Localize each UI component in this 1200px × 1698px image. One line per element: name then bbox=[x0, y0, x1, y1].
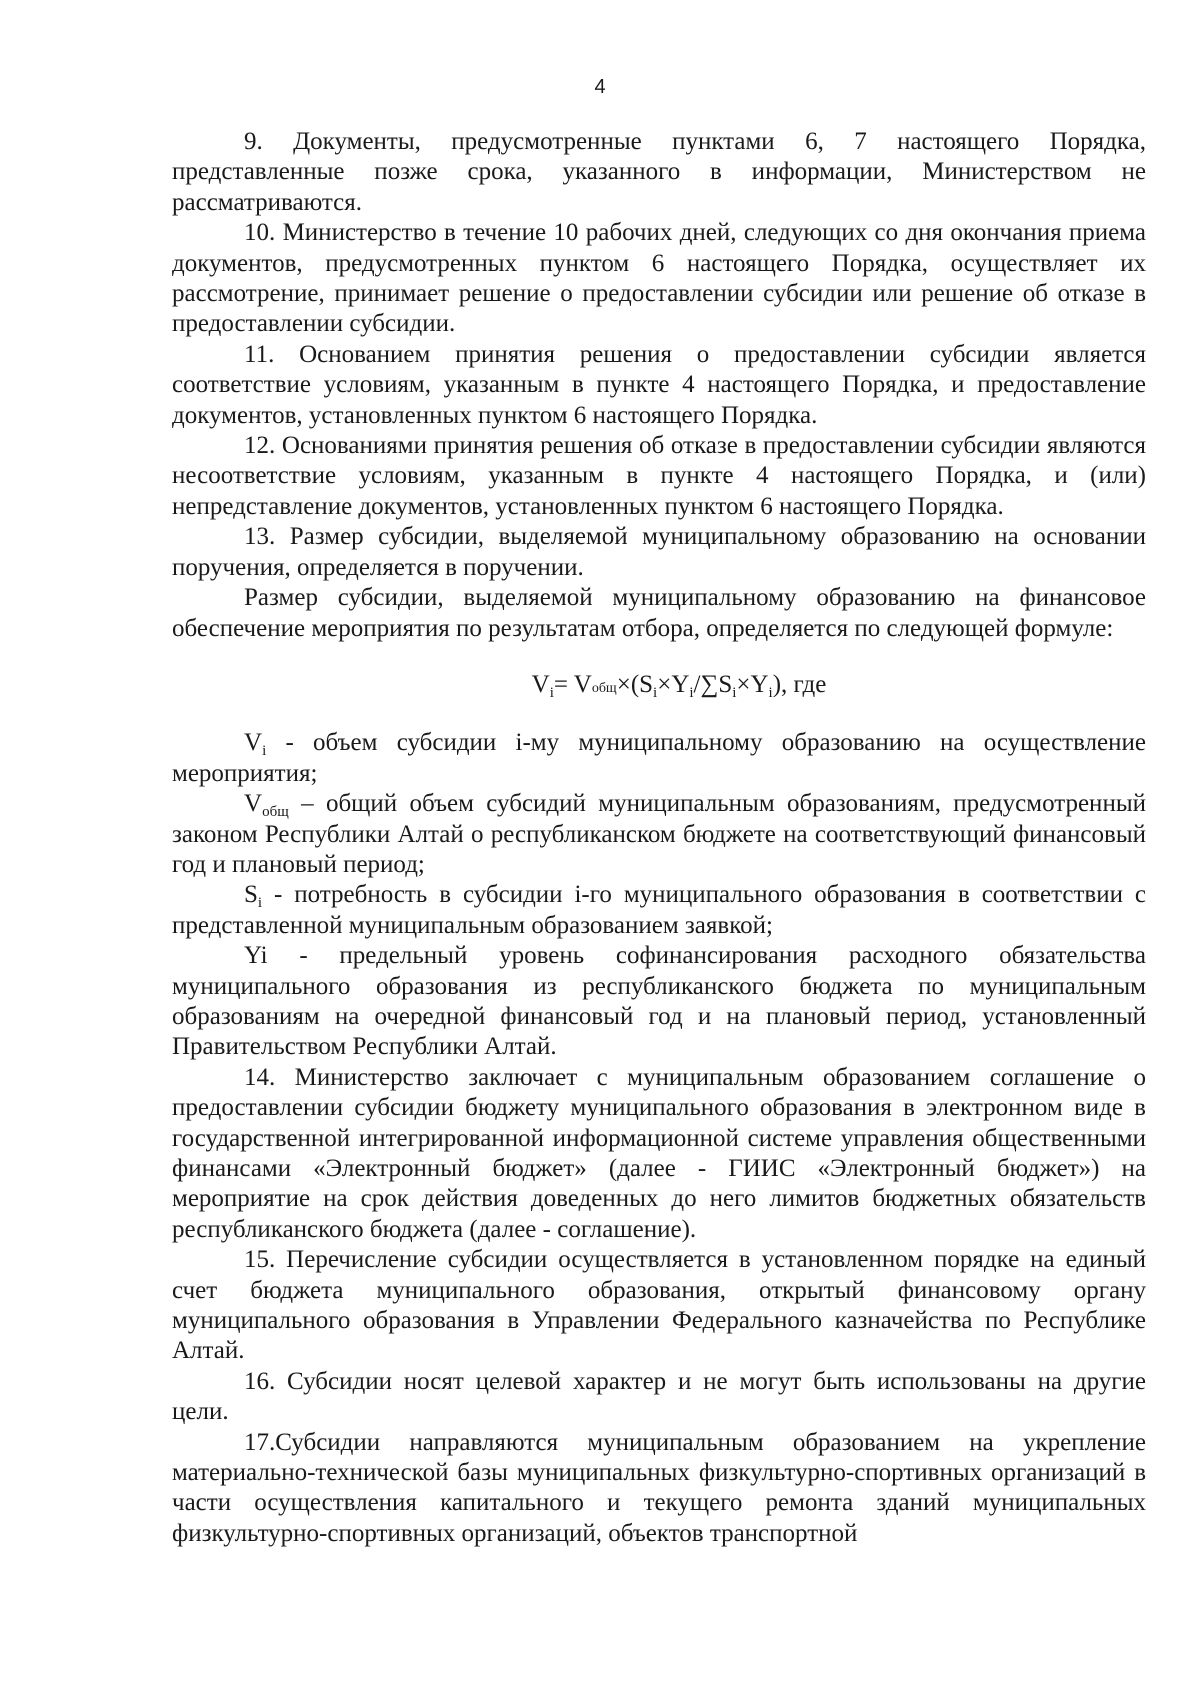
paragraph-16: 16. Субсидии носят целевой характер и не могут быть использованы на другие цели. bbox=[172, 1367, 1146, 1426]
paragraph-12: 12. Основаниями принятия решения об отказе в предоставлении субсидии являются несоответствие условиям, указанным в пункте 4 настоящего Порядка, и (или) непредставление документов, установленных пунктом 6 настоящего Порядка. bbox=[172, 432, 1146, 520]
paragraph-10: 10. Министерство в течение 10 рабочих дней, следующих со дня окончания приема документов, предусмотренных пунктом 6 настоящего Порядка, осуществляет их рассмотрение, принимает решение о предоставлении субсидии или решение об отказе в предоставлении субсидии. bbox=[172, 219, 1146, 338]
definition-si: $S_i$ - потребность в субсидии i-го муниципального образования в соответствии с представленной муниципальным образованием заявкой; bbox=[172, 881, 1146, 939]
page-number: 4 bbox=[594, 76, 606, 98]
definition-vi: $V_i$ - объем субсидии i-му муниципальному образованию на осуществление мероприятия; bbox=[172, 729, 1146, 787]
paragraph-13: 13. Размер субсидии, выделяемой муниципальному образованию на основании поручения, определяется в поручении. bbox=[172, 523, 1146, 581]
paragraph-14: 14. Министерство заключает с муниципальным образованием соглашение о предоставлении субсидии бюджету муниципального образования в электронном виде в государственной интегрированной информационной системе управления общественными финансами «Электронный бюджет» (далее - ГИИС «Электронный бюджет») на мероприятие на срок действия доведенных до него лимитов бюджетных обязательств республиканского бюджета (далее - соглашение). bbox=[172, 1063, 1146, 1243]
paragraph-13-formula-intro: Размер субсидии, выделяемой муниципальному образованию на финансовое обеспечение мероприятия по результатам отбора, определяется по следующей формуле: bbox=[172, 584, 1146, 642]
definition-yi: Yi - предельный уровень софинансирования расходного обязательства муниципального образования из республиканского бюджета по муниципальным образованиям на очередной финансовый год и на плановый период, установленный Правительством Республики Алтай. bbox=[172, 942, 1146, 1061]
definition-vobsh: $V_{общ}$ – общий объем субсидий муниципальным образованиям, предусмотренный законом Республики Алтай о республиканском бюджете на соответствующий финансовый год и плановый период; bbox=[172, 790, 1146, 878]
paragraph-17: 17.Субсидии направляются муниципальным образованием на укрепление материально-технической базы муниципальных физкультурно-спортивных организаций в части осуществления капитального и текущего ремонта зданий муниципальных физкультурно-спортивных организаций, объектов транспортной bbox=[172, 1428, 1146, 1547]
paragraph-9: 9. Документы, предусмотренные пунктами 6, 7 настоящего Порядка, представленные позже срока, указанного в информации, Министерством не рассматриваются. bbox=[172, 128, 1146, 216]
paragraph-11: 11. Основанием принятия решения о предоставлении субсидии является соответствие условиям, указанным в пункте 4 настоящего Порядка, и предоставление документов, установленных пунктом 6 настоящего Порядка. bbox=[172, 340, 1146, 429]
subsidy-formula: $V_i=$ $Vобщ\times(S_i\times Y_i/\sum S_i\times Y_i)$, где bbox=[531, 670, 827, 701]
paragraph-15: 15. Перечисление субсидии осуществляется в установленном порядке на единый счет бюджета муниципального образования, открытый финансовому органу муниципального образования в Управлении Федерального казначейства по Республике Алтай. bbox=[172, 1246, 1146, 1365]
document-body bbox=[172, 127, 1146, 1549]
